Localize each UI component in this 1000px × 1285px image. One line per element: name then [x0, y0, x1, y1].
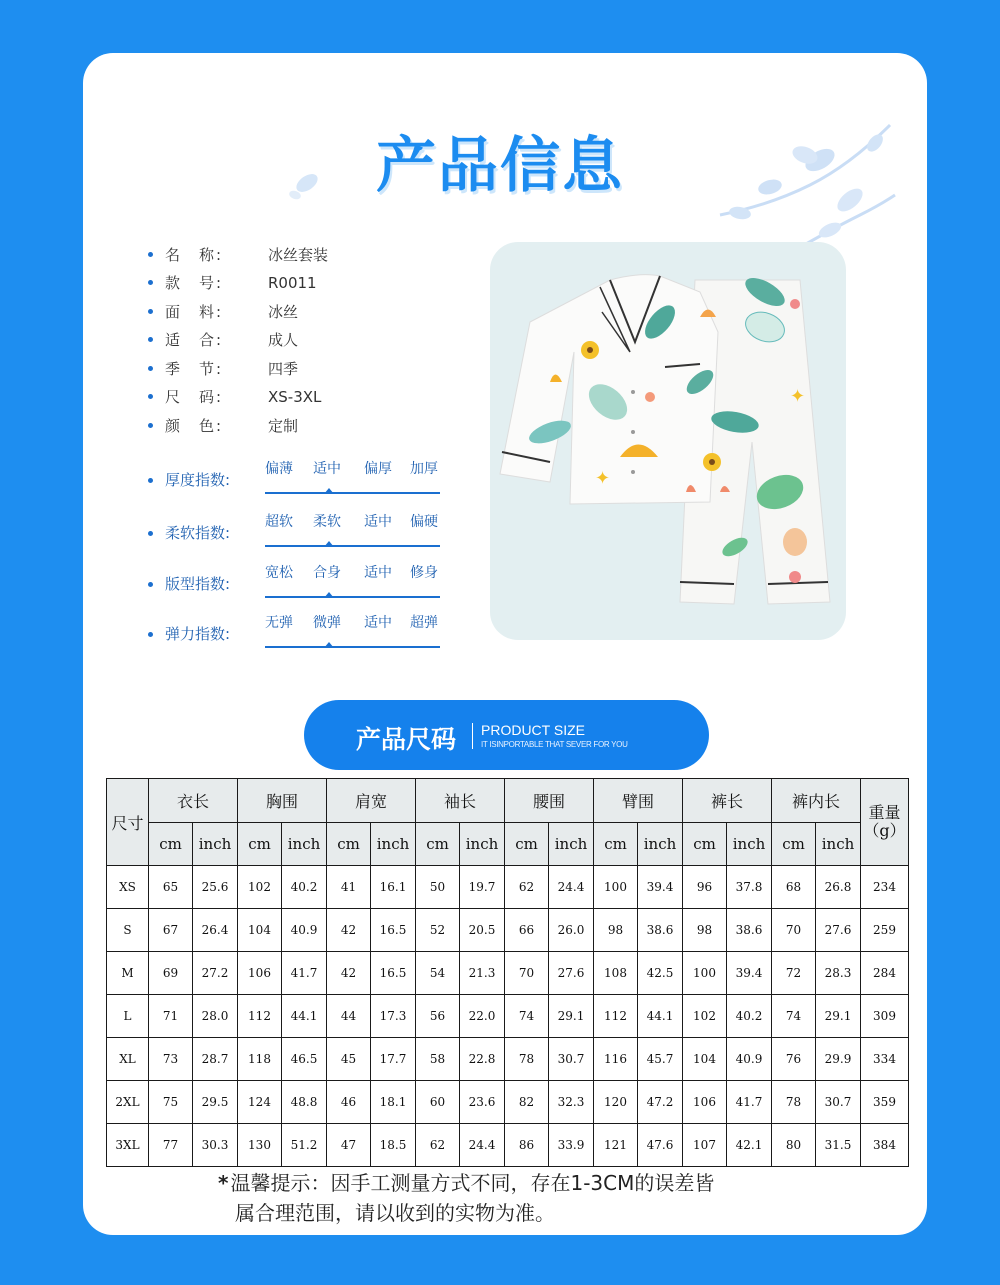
unit-header: cm [416, 823, 460, 866]
measurement-cell: 42 [327, 909, 371, 952]
index-option: 偏厚 [364, 461, 392, 477]
note-line-1 [218, 1168, 714, 1198]
measurement-cell: 42.5 [638, 952, 683, 995]
index-option: 超弹 [410, 615, 438, 631]
measurement-cell: 41.7 [282, 952, 327, 995]
measurement-cell: 32.3 [549, 1081, 594, 1124]
index-option: 超软 [265, 514, 293, 530]
bullet-icon [148, 423, 153, 428]
column-group-header: 裤内长 [772, 779, 861, 823]
measurement-cell: 46 [327, 1081, 371, 1124]
weight-cell: 259 [861, 909, 909, 952]
measurement-cell: 104 [238, 909, 282, 952]
bullet-icon [148, 582, 153, 587]
measurement-cell: 23.6 [460, 1081, 505, 1124]
measurement-cell: 41.7 [727, 1081, 772, 1124]
info-label: 尺 码: [165, 388, 224, 407]
svg-text:✦: ✦ [790, 386, 806, 407]
measurement-cell: 16.5 [371, 909, 416, 952]
info-row-color [148, 411, 468, 440]
size-banner-en-title: PRODUCT SIZE [481, 722, 585, 738]
product-info-list [148, 240, 468, 440]
measurement-cell: 16.5 [371, 952, 416, 995]
measurement-cell: 78 [505, 1038, 549, 1081]
size-cell: S [107, 909, 149, 952]
measurement-cell: 107 [683, 1124, 727, 1167]
note-asterisk: * [218, 1171, 229, 1195]
measurement-cell: 40.2 [282, 866, 327, 909]
bullet-icon [148, 478, 153, 483]
bullet-icon [148, 531, 153, 536]
measurement-cell: 120 [594, 1081, 638, 1124]
measurement-cell: 28.3 [816, 952, 861, 995]
index-option: 偏硬 [410, 514, 438, 530]
weight-unit: （g） [863, 821, 906, 840]
info-value: 定制 [268, 416, 299, 435]
measurement-cell: 44 [327, 995, 371, 1038]
measurement-cell: 65 [149, 866, 193, 909]
measurement-cell: 102 [238, 866, 282, 909]
elasticity-index [148, 612, 448, 652]
measurement-cell: 60 [416, 1081, 460, 1124]
measurement-cell: 28.0 [193, 995, 238, 1038]
selected-marker-icon [324, 642, 334, 648]
column-group-header: 袖长 [416, 779, 505, 823]
unit-header: inch [193, 823, 238, 866]
softness-index [148, 511, 448, 551]
measurement-cell: 74 [772, 995, 816, 1038]
column-group-header: 臂围 [594, 779, 683, 823]
unit-header: cm [683, 823, 727, 866]
measurement-cell: 96 [683, 866, 727, 909]
info-label: 适 合: [165, 331, 224, 350]
size-section-banner [304, 700, 709, 770]
index-option-selected: 柔软 [313, 514, 341, 530]
measurement-cell: 82 [505, 1081, 549, 1124]
measurement-cell: 29.1 [816, 995, 861, 1038]
bullet-icon [148, 366, 153, 371]
index-option: 适中 [364, 565, 392, 581]
measurement-cell: 17.7 [371, 1038, 416, 1081]
measurement-cell: 30.7 [549, 1038, 594, 1081]
info-label: 颜 色: [165, 416, 224, 435]
table-row [107, 1124, 909, 1167]
index-label: 弹力指数: [165, 625, 231, 643]
measurement-cell: 71 [149, 995, 193, 1038]
measurement-cell: 26.0 [549, 909, 594, 952]
index-option: 修身 [410, 565, 438, 581]
measurement-cell: 42.1 [727, 1124, 772, 1167]
measurement-cell: 118 [238, 1038, 282, 1081]
index-option: 宽松 [265, 565, 293, 581]
unit-header: cm [594, 823, 638, 866]
info-label: 季 节: [165, 359, 224, 378]
measurement-cell: 38.6 [727, 909, 772, 952]
measurement-cell: 40.9 [727, 1038, 772, 1081]
note-line-2: 属合理范围，请以收到的实物为准。 [235, 1201, 555, 1225]
info-row-season [148, 354, 468, 383]
measurement-cell: 108 [594, 952, 638, 995]
page-title: 产品信息 [376, 131, 624, 201]
measurement-cell: 76 [772, 1038, 816, 1081]
measurement-cell: 29.1 [549, 995, 594, 1038]
bullet-icon [148, 309, 153, 314]
measurement-cell: 106 [238, 952, 282, 995]
size-table [106, 778, 909, 1167]
measurement-cell: 45.7 [638, 1038, 683, 1081]
measurement-cell: 16.1 [371, 866, 416, 909]
size-cell: L [107, 995, 149, 1038]
measurement-cell: 37.8 [727, 866, 772, 909]
measurement-cell: 38.6 [638, 909, 683, 952]
pajama-set-illustration [490, 242, 846, 640]
measurement-cell: 47.2 [638, 1081, 683, 1124]
table-row [107, 1038, 909, 1081]
measurement-cell: 41 [327, 866, 371, 909]
table-row [107, 995, 909, 1038]
measurement-cell: 106 [683, 1081, 727, 1124]
index-option-selected: 合身 [313, 565, 341, 581]
measurement-cell: 22.8 [460, 1038, 505, 1081]
size-cell: XS [107, 866, 149, 909]
measurement-cell: 18.5 [371, 1124, 416, 1167]
table-row [107, 1081, 909, 1124]
info-row-size [148, 383, 468, 412]
measurement-cell: 121 [594, 1124, 638, 1167]
measurement-cell: 44.1 [638, 995, 683, 1038]
weight-cell: 284 [861, 952, 909, 995]
measurement-cell: 46.5 [282, 1038, 327, 1081]
measurement-cell: 26.8 [816, 866, 861, 909]
measurement-cell: 29.5 [193, 1081, 238, 1124]
unit-header: cm [149, 823, 193, 866]
table-header-row [107, 779, 909, 823]
measurement-cell: 25.6 [193, 866, 238, 909]
fit-index [148, 562, 448, 602]
measurement-cell: 18.1 [371, 1081, 416, 1124]
index-scale [265, 511, 440, 547]
bullet-icon [148, 337, 153, 342]
note-text-1: 温馨提示：因手工测量方式不同，存在1-3CM的误差皆 [230, 1171, 715, 1195]
info-label: 款 号: [165, 274, 224, 293]
index-scale [265, 612, 440, 648]
index-option: 适中 [364, 514, 392, 530]
weight-cell: 359 [861, 1081, 909, 1124]
measurement-cell: 30.7 [816, 1081, 861, 1124]
measurement-cell: 17.3 [371, 995, 416, 1038]
column-group-header: 衣长 [149, 779, 238, 823]
measurement-cell: 40.9 [282, 909, 327, 952]
info-row-suitable [148, 326, 468, 355]
measurement-cell: 58 [416, 1038, 460, 1081]
measurement-cell: 44.1 [282, 995, 327, 1038]
measurement-cell: 22.0 [460, 995, 505, 1038]
index-option: 偏薄 [265, 461, 293, 477]
index-label: 版型指数: [165, 575, 231, 593]
selected-marker-icon [324, 488, 334, 494]
bullet-icon [148, 252, 153, 257]
selected-marker-icon [324, 541, 334, 547]
column-group-header: 裤长 [683, 779, 772, 823]
info-label: 面 料: [165, 302, 224, 321]
unit-header: inch [549, 823, 594, 866]
measurement-cell: 47 [327, 1124, 371, 1167]
info-value: 冰丝 [268, 302, 299, 321]
unit-header: cm [327, 823, 371, 866]
measurement-cell: 62 [416, 1124, 460, 1167]
measurement-cell: 98 [683, 909, 727, 952]
measurement-cell: 100 [683, 952, 727, 995]
table-row [107, 909, 909, 952]
bullet-icon [148, 394, 153, 399]
measurement-cell: 30.3 [193, 1124, 238, 1167]
small-leaf-decoration [285, 155, 345, 215]
measurement-cell: 72 [772, 952, 816, 995]
measurement-cell: 33.9 [549, 1124, 594, 1167]
info-row-fabric [148, 297, 468, 326]
measurement-cell: 21.3 [460, 952, 505, 995]
measurement-cell: 20.5 [460, 909, 505, 952]
index-label: 柔软指数: [165, 524, 231, 542]
measurement-cell: 78 [772, 1081, 816, 1124]
unit-header: cm [772, 823, 816, 866]
info-value: 四季 [268, 359, 299, 378]
measurement-cell: 52 [416, 909, 460, 952]
size-header: 尺寸 [107, 779, 149, 866]
table-row [107, 952, 909, 995]
thickness-index [148, 458, 448, 498]
selected-marker-icon [324, 592, 334, 598]
measurement-cell: 48.8 [282, 1081, 327, 1124]
unit-header: inch [282, 823, 327, 866]
measurement-cell: 28.7 [193, 1038, 238, 1081]
weight-label: 重量 [868, 803, 901, 822]
unit-header: cm [505, 823, 549, 866]
unit-header: inch [460, 823, 505, 866]
measurement-cell: 19.7 [460, 866, 505, 909]
measurement-cell: 50 [416, 866, 460, 909]
table-unit-row [107, 823, 909, 866]
product-photo [490, 242, 846, 640]
weight-cell: 309 [861, 995, 909, 1038]
measurement-cell: 100 [594, 866, 638, 909]
weight-cell: 334 [861, 1038, 909, 1081]
measurement-cell: 27.2 [193, 952, 238, 995]
measurement-cell: 86 [505, 1124, 549, 1167]
measurement-cell: 80 [772, 1124, 816, 1167]
size-banner-en-subtitle: IT ISINPORTABLE THAT SEVER FOR YOU [481, 740, 628, 749]
column-group-header: 腰围 [505, 779, 594, 823]
column-group-header: 胸围 [238, 779, 327, 823]
banner-divider [472, 723, 473, 749]
size-cell: 3XL [107, 1124, 149, 1167]
measurement-cell: 68 [772, 866, 816, 909]
measurement-cell: 112 [238, 995, 282, 1038]
measurement-cell: 112 [594, 995, 638, 1038]
bullet-icon [148, 280, 153, 285]
measurement-cell: 24.4 [460, 1124, 505, 1167]
measurement-cell: 27.6 [816, 909, 861, 952]
measurement-cell: 51.2 [282, 1124, 327, 1167]
info-value: 成人 [268, 331, 299, 350]
measurement-cell: 116 [594, 1038, 638, 1081]
unit-header: inch [727, 823, 772, 866]
measurement-cell: 40.2 [727, 995, 772, 1038]
measurement-cell: 56 [416, 995, 460, 1038]
measurement-cell: 62 [505, 866, 549, 909]
index-option-selected: 微弹 [313, 615, 341, 631]
measurement-cell: 98 [594, 909, 638, 952]
size-cell: XL [107, 1038, 149, 1081]
measurement-cell: 27.6 [549, 952, 594, 995]
measurement-cell: 130 [238, 1124, 282, 1167]
measurement-cell: 47.6 [638, 1124, 683, 1167]
info-value: XS-3XL [268, 387, 322, 406]
measurement-cell: 77 [149, 1124, 193, 1167]
unit-header: inch [816, 823, 861, 866]
size-cell: M [107, 952, 149, 995]
column-group-header: 肩宽 [327, 779, 416, 823]
info-value: R0011 [268, 273, 317, 292]
info-row-model [148, 269, 468, 298]
weight-header [861, 779, 909, 866]
weight-cell: 234 [861, 866, 909, 909]
measurement-cell: 73 [149, 1038, 193, 1081]
measurement-cell: 67 [149, 909, 193, 952]
measurement-note [218, 1168, 714, 1228]
measurement-cell: 75 [149, 1081, 193, 1124]
index-option: 适中 [364, 615, 392, 631]
measurement-cell: 39.4 [727, 952, 772, 995]
index-option: 无弹 [265, 615, 293, 631]
measurement-cell: 124 [238, 1081, 282, 1124]
unit-header: cm [238, 823, 282, 866]
index-scale [265, 562, 440, 598]
measurement-cell: 45 [327, 1038, 371, 1081]
unit-header: inch [371, 823, 416, 866]
measurement-cell: 31.5 [816, 1124, 861, 1167]
measurement-cell: 104 [683, 1038, 727, 1081]
index-option: 加厚 [410, 461, 438, 477]
svg-text:✦: ✦ [595, 468, 611, 489]
measurement-cell: 70 [772, 909, 816, 952]
measurement-cell: 29.9 [816, 1038, 861, 1081]
measurement-cell: 54 [416, 952, 460, 995]
measurement-cell: 69 [149, 952, 193, 995]
measurement-cell: 102 [683, 995, 727, 1038]
index-scale [265, 458, 440, 494]
weight-cell: 384 [861, 1124, 909, 1167]
size-banner-title: 产品尺码 [356, 725, 457, 754]
unit-header: inch [638, 823, 683, 866]
measurement-cell: 70 [505, 952, 549, 995]
table-row [107, 866, 909, 909]
info-value: 冰丝套装 [268, 245, 329, 264]
index-label: 厚度指数: [165, 471, 231, 489]
index-option-selected: 适中 [313, 461, 341, 477]
measurement-cell: 26.4 [193, 909, 238, 952]
measurement-cell: 66 [505, 909, 549, 952]
info-row-name [148, 240, 468, 269]
size-cell: 2XL [107, 1081, 149, 1124]
bullet-icon [148, 632, 153, 637]
measurement-cell: 39.4 [638, 866, 683, 909]
measurement-cell: 24.4 [549, 866, 594, 909]
measurement-cell: 42 [327, 952, 371, 995]
info-label: 名 称: [165, 245, 224, 264]
measurement-cell: 74 [505, 995, 549, 1038]
